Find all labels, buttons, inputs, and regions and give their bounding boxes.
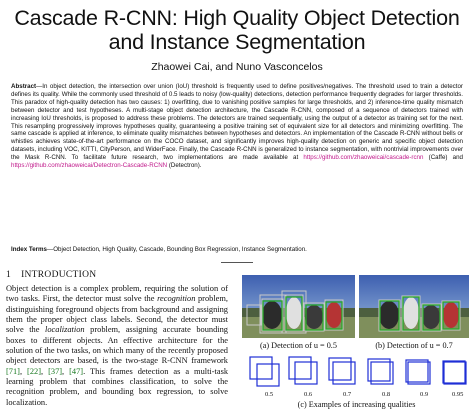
quality-examples xyxy=(244,354,469,392)
paper-title xyxy=(6,6,468,54)
abstract-mid: (Caffe) and xyxy=(423,154,463,162)
introduction-text xyxy=(6,284,228,408)
citation-link[interactable]: [71] xyxy=(6,366,20,376)
index-terms-text: —Object Detection, High Quality, Cascade, Bounding Box Regression, Instance Segmentation. xyxy=(47,246,307,253)
abstract xyxy=(11,83,463,170)
intro-text-2: problem, distinguishing foreground objects from background and assigning them the proper object class labels. Second, the detector must solve the xyxy=(6,294,228,335)
citation-sep: , xyxy=(62,366,70,376)
quality-tick: 0.8 xyxy=(382,391,391,398)
abstract-text: —In object detection, the intersection over union (IoU) threshold is frequently used to define positives/negatives. The threshold used to train a detector defines its quality. While the commonly used threshold of 0.5 leads to noisy (low-quality) detections, detection performance frequently degrades for larger thresholds. This paradox of high-quality detection has two causes: 1) overfitting, due to vanishing positive samples for large thresholds, and 2) inference-time quality mismatch between detector and test hypotheses. A multi-stage object detection architecture, the Cascade R-CNN, composed of a sequence of detectors trained with increasing IoU thresholds, is proposed to address these problems. The detectors are trained sequentially, using the output of a detector as training set for the next. This resampling progressively improves hypotheses quality, guaranteeing a positive training set of equivalent size for all detectors and minimizing overfitting. The same cascade is applied at inference, to eliminate quality mismatches between hypotheses and detectors. An implementation of the Cascade R-CNN without bells or whistles achieves state-of-the-art performance on the COCO dataset, and significantly improves high-quality detection on generic and specific object detection datasets, including VOC, KITTI, CityPerson, and WiderFace. Finally, the Cascade R-CNN is generalized to instance segmentation, with nontrivial improvements over the Mask R-CNN. To facilitate future research, two implementations are made available at xyxy=(11,83,463,162)
caption-b: (b) Detection of u = 0.7 xyxy=(375,341,453,350)
citation-sep: , xyxy=(41,366,49,376)
detection-image-u07 xyxy=(359,275,469,338)
caption-a: (a) Detection of u = 0.5 xyxy=(260,341,337,350)
title-line-2: and Instance Segmentation xyxy=(108,30,366,54)
section-number: 1 xyxy=(6,270,12,280)
author-list: Zhaowei Cai, and Nuno Vasconcelos xyxy=(151,61,323,73)
quality-tick: 0.6 xyxy=(304,391,313,398)
intro-text-1: Object detection is a complex problem, requiring the solution of two tasks. First, the detector must solve the xyxy=(6,284,228,304)
detectron-repo-link[interactable]: https://github.com/zhaoweicai/Detectron-Cascade-RCNN xyxy=(11,162,168,170)
quality-tick: 0.9 xyxy=(420,391,429,398)
index-terms-label: Index Terms xyxy=(11,246,47,253)
citation-sep: , xyxy=(19,366,28,376)
section-divider xyxy=(221,262,253,263)
index-terms xyxy=(11,246,463,254)
section-heading xyxy=(6,270,96,280)
section-title: INTRODUCTION xyxy=(21,270,97,280)
caffe-repo-link[interactable]: https://github.com/zhaoweicai/cascade-rcnn xyxy=(303,154,424,162)
citation-link[interactable]: [37] xyxy=(48,366,63,376)
intro-text-4: . This frames detection as a multi-task learning problem that combines classification, to solve the recognition problem, and bounding box regression, to solve localization. xyxy=(6,366,229,407)
intro-text-3: problem, assigning accurate bounding boxes to different objects. An effective architecture for the solution of the two tasks, on which many of the recently proposed object detectors are based, is the two-stage R-CNN framework xyxy=(6,325,228,366)
abstract-end: (Detectron). xyxy=(167,162,202,170)
abstract-label: Abstract xyxy=(11,83,37,90)
detection-image-u05 xyxy=(242,275,355,338)
quality-tick: 0.5 xyxy=(265,391,274,398)
intro-italic-recognition: recognition xyxy=(157,294,196,304)
caption-c: (c) Examples of increasing qualities xyxy=(297,400,416,409)
quality-tick: 0.95 xyxy=(452,391,464,398)
citation-link[interactable]: [47] xyxy=(69,366,84,376)
intro-italic-localization: localization xyxy=(45,325,85,335)
citation-link[interactable]: [22] xyxy=(27,366,41,376)
quality-tick: 0.7 xyxy=(343,391,352,398)
title-line-1: Cascade R-CNN: High Quality Object Detection xyxy=(14,6,460,30)
